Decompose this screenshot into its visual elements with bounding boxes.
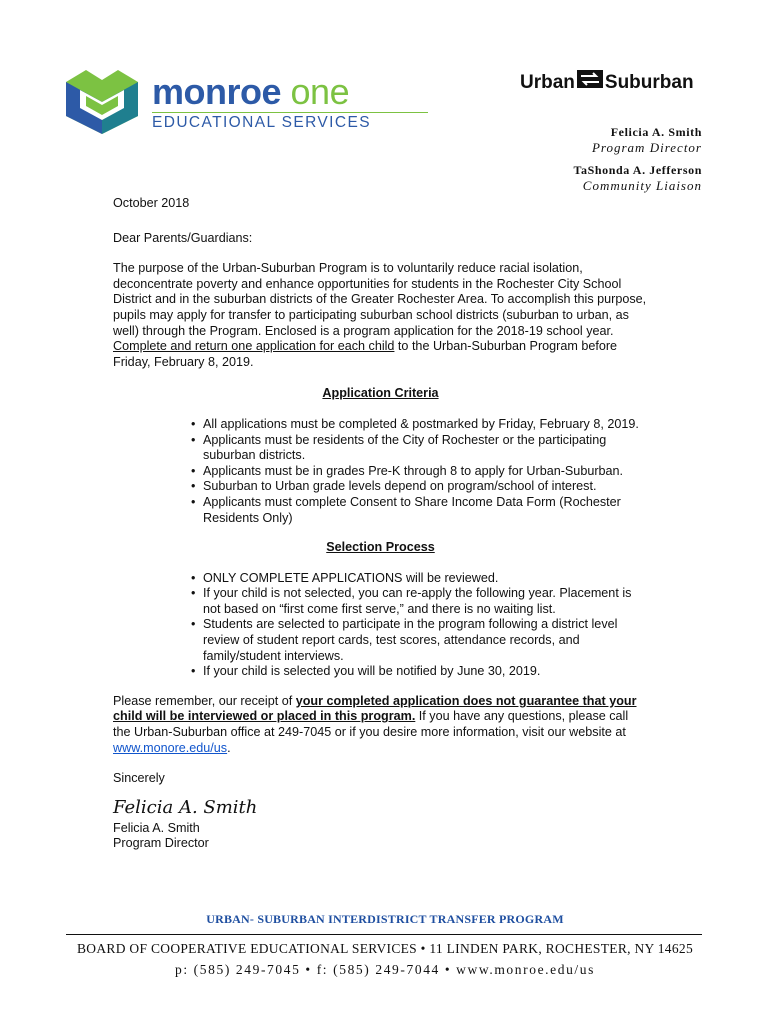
list-item: • Applicants must be residents of the City of Rochester or the participating suburban districts. <box>203 433 648 464</box>
monroe-one-cube-logo-icon <box>66 68 138 134</box>
list-item: • Suburban to Urban grade levels depend on program/school of interest. <box>203 479 648 495</box>
closing-text-cont: If you have any questions, please call the Urban-Suburban office at 249-7045 or if you desire more information, visit our website at <box>113 709 629 740</box>
urban-suburban-logo <box>520 70 694 96</box>
staff-title: Program Director <box>591 140 702 155</box>
exchange-arrows-icon <box>577 70 603 88</box>
staff-name: TaShonda A. Jefferson <box>573 163 702 177</box>
criteria-list <box>113 417 648 526</box>
logo-wordmark-one: one <box>290 71 350 112</box>
closing-emphasis: your completed application does not guarantee that your child will be interviewed or placed in this program. <box>113 693 637 724</box>
footer-contact: p: (585) 249-7045 • f: (585) 249-7044 • www.monroe.edu/us <box>175 962 595 977</box>
signer-name: Felicia A. Smith <box>113 820 200 835</box>
logo-divider <box>152 112 428 113</box>
list-item: • All applications must be completed & postmarked by Friday, February 8, 2019. <box>203 417 648 433</box>
logo-wordmark <box>152 72 349 112</box>
sign-off: Sincerely <box>113 771 165 786</box>
handwritten-signature: Felicia A. Smith <box>113 796 258 818</box>
selection-list <box>113 571 648 680</box>
list-item: • If your child is not selected, you can re-apply the following year. Placement is not based on “first come first serve,” and there is no waiting list. <box>203 586 648 617</box>
footer-divider <box>66 934 702 935</box>
intro-text-end: to the Urban-Suburban Program before Friday, February 8, 2019. <box>113 339 618 369</box>
selection-heading: Selection Process <box>326 540 435 555</box>
monroe-one-logo <box>66 68 371 138</box>
closing-period: . <box>227 740 231 755</box>
intro-paragraph <box>113 261 648 370</box>
closing-paragraph <box>113 694 648 756</box>
salutation: Dear Parents/Guardians: <box>113 230 253 245</box>
urban-suburban-logo-right: Suburban <box>604 72 694 93</box>
closing-text: Please remember, our receipt of <box>113 693 296 708</box>
intro-text: The purpose of the Urban-Suburban Program is to voluntarily reduce racial isolation, deconcentrate poverty and enhance opportunities for students in the Rochester City School District and in the suburban districts of the Greater Rochester Area. To accomplish this purpose, pupils may apply for transfer to participating suburban school districts (suburban to urban, as well) through the Program. Enclosed is a program application for the 2018-19 school year. <box>113 261 647 338</box>
urban-suburban-logo-left: Urban <box>520 72 575 93</box>
footer-address: BOARD OF COOPERATIVE EDUCATIONAL SERVICES • 11 LINDEN PARK, ROCHESTER, NY 14625 <box>77 941 693 956</box>
logo-wordmark-monroe: monroe <box>152 71 282 112</box>
website-link[interactable]: www.monore.edu/us <box>113 740 228 755</box>
intro-emphasis: Complete and return one application for each child <box>113 339 395 354</box>
list-item: • ONLY COMPLETE APPLICATIONS will be reviewed. <box>203 571 648 587</box>
logo-subtitle: EDUCATIONAL SERVICES <box>152 114 371 131</box>
staff-name: Felicia A. Smith <box>610 125 702 139</box>
staff-contacts <box>573 124 702 200</box>
list-item: • Students are selected to participate in the program following a district level review of student report cards, test scores, attendance records, and family/student interviews. <box>203 617 648 664</box>
letter-date: October 2018 <box>113 196 190 210</box>
criteria-heading: Application Criteria <box>322 386 439 401</box>
program-banner: URBAN- SUBURBAN INTERDISTRICT TRANSFER PROGRAM <box>206 912 564 926</box>
list-item: • If your child is selected you will be notified by June 30, 2019. <box>203 664 648 680</box>
list-item: • Applicants must be in grades Pre-K through 8 to apply for Urban-Suburban. <box>203 464 648 480</box>
signer-title: Program Director <box>113 836 209 851</box>
staff-title: Community Liaison <box>582 178 702 193</box>
list-item: • Applicants must complete Consent to Share Income Data Form (Rochester Residents Only) <box>203 495 648 526</box>
letter-body <box>113 196 648 852</box>
